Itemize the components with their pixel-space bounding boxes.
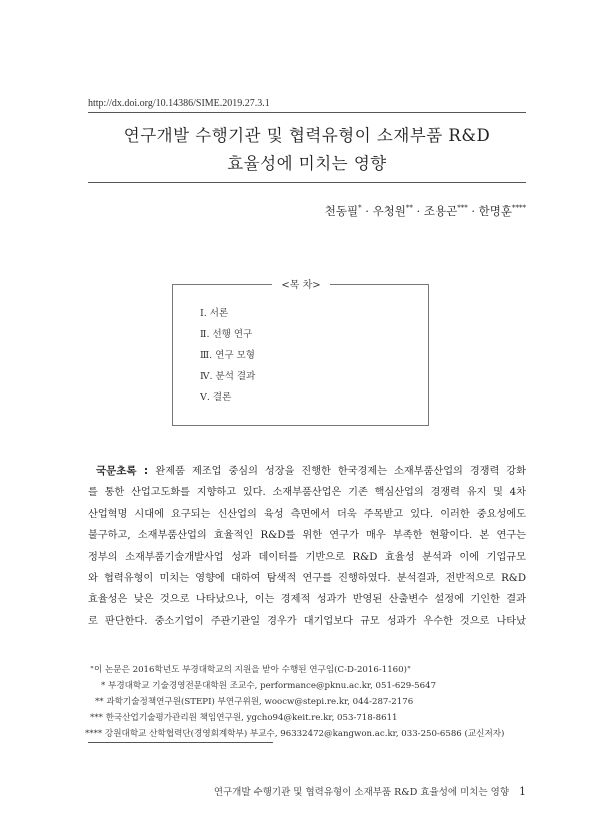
title-top-rule [88,112,526,113]
running-title: 연구개발 수행기관 및 협력유형이 소재부품 R&D 효율성에 미치는 영향 [213,787,509,798]
abstract-label: 국문초록 : [96,465,156,477]
author-mark: * [358,204,362,212]
footnote-author-1: * 부경대학교 기술경영전문대학원 조교수, performance@pknu.ac.kr, 051-629-5647 [101,681,437,691]
abstract-line: 산업혁명 시대에 요구되는 신산업의 육성 측면에서 더욱 주목받고 있다. 이러한 중요성에도 [88,508,526,520]
toc-item: Ⅰ. 서론 [200,308,229,319]
abstract-line: 정부의 소재부품기술개발사업 성과 데이터를 기반으로 R&D 효율성 분석과 이에 기업규모 [88,551,526,563]
author-list [325,203,526,219]
abstract-line: 와 협력유형이 미치는 영향에 대하여 탐색적 연구를 진행하였다. 분석결과, 전반적으로 R&D [88,572,526,584]
toc-item: Ⅴ. 결론 [200,392,232,403]
abstract-body [88,482,526,632]
toc-item: Ⅱ. 선행 연구 [200,329,253,340]
author-separator: · [361,204,373,218]
paper-title-line-1: 연구개발 수행기관 및 협력유형이 소재부품 R&D [123,126,491,145]
footnote-author-2: ** 과학기술정책연구원(STEPI) 부연구위원, woocw@stepi.re.kr, 044-287-2176 [95,697,414,707]
page-number: 1 [519,785,526,798]
author-name: 조용곤 [423,204,458,218]
doi-link[interactable]: http://dx.doi.org/10.14386/SIME.2019.27.3.1 [88,98,270,109]
abstract-text: 완제품 제조업 중심의 성장을 진행한 한국경제는 소재부품산업의 경쟁력 강화 [155,466,526,477]
toc-item: Ⅲ. 연구 모형 [200,350,255,361]
abstract-first-line [96,461,526,482]
paper-title-line-2: 효율성에 미치는 영향 [227,154,387,173]
author-mark: *** [457,204,468,212]
author-name: 천동필 [324,204,359,218]
abstract-line: 효율성은 낮은 것으로 나타났으나, 이는 경제적 성과가 반영된 산출변수 설정에 기인한 결과 [88,594,526,606]
author-separator: · [467,204,479,218]
abstract-line: 를 통한 산업고도화를 지향하고 있다. 소재부품산업은 기존 핵심산업의 경쟁력 유지 및 4차 [88,487,526,499]
page-footer [214,784,526,798]
abstract-line: 로 판단한다. 중소기업이 주관기관일 경우가 대기업보다 규모 성과가 우수한 것으로 나타났 [88,615,526,627]
author-name: 우청원 [372,204,406,218]
author-separator: · [412,204,424,218]
footnote-author-3: *** 한국산업기술평가관리원 책임연구원, ygcho94@keit.re.kr, 053-718-8611 [90,713,398,723]
footnote-funding: "이 논문은 2016학년도 부경대학교의 지원을 받아 수행된 연구임(C-D-2016-1160)" [90,665,411,675]
title-bottom-rule [88,182,526,183]
abstract-line: 불구하고, 소재부품산업의 효율적인 R&D를 위한 연구가 매우 부족한 현황이다. 본 연구는 [88,530,526,542]
toc-title: <목 차> [272,276,330,291]
footnote-rule [88,742,273,743]
footnote-author-4: **** 강원대학교 산학협력단(경영회계학부) 부교수, 96332472@kangwon.ac.kr, 033-250-6586 (교신저자) [85,729,505,739]
author-mark: **** [512,204,526,212]
author-name: 한명훈 [478,204,512,218]
author-mark: ** [405,204,413,212]
toc-item: Ⅳ. 분석 결과 [200,371,256,382]
